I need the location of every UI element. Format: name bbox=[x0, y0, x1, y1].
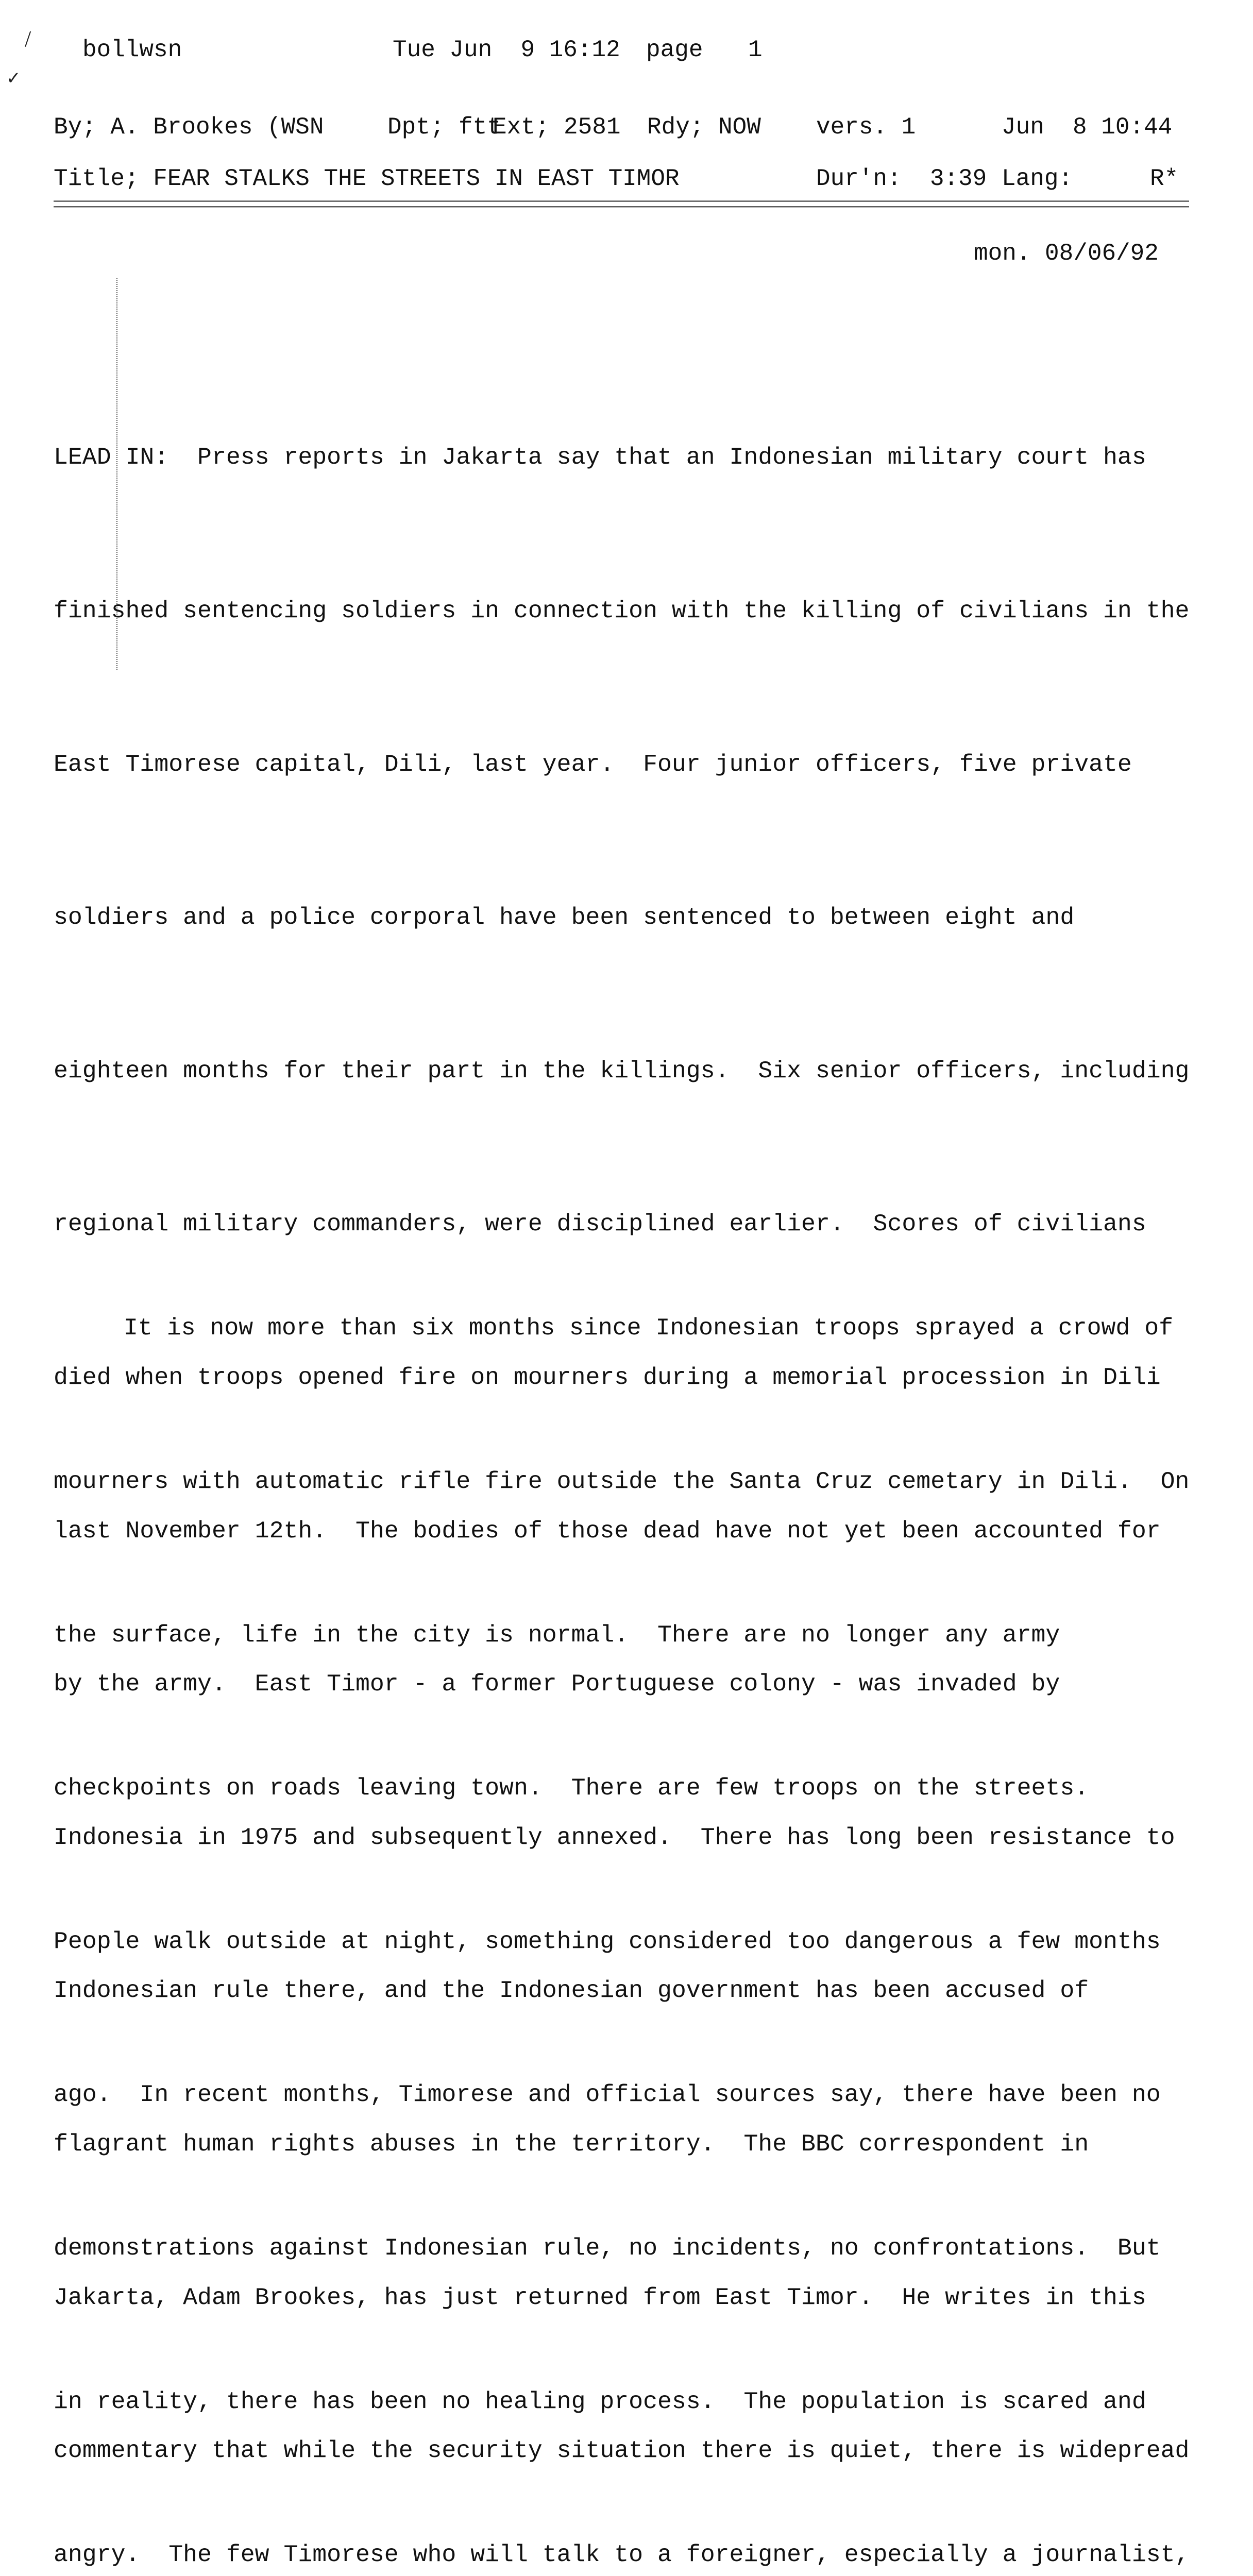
version: vers. 1 bbox=[816, 114, 916, 141]
lead-in-line: regional military commanders, were disciplined earlier. Scores of civilians bbox=[54, 1210, 1146, 1238]
extension: Ext; 2581 bbox=[493, 114, 621, 141]
page-label: page bbox=[646, 37, 703, 63]
header-rule-bottom bbox=[54, 206, 1189, 208]
body-line: angry. The few Timorese who will talk to a foreigner, especially a journalist, bbox=[54, 2541, 1190, 2569]
ready-status: Rdy; NOW bbox=[647, 114, 761, 141]
lead-in-line: East Timorese capital, Dili, last year. Four junior officers, five private bbox=[54, 750, 1132, 778]
handwritten-slash-mark: / bbox=[25, 26, 31, 52]
story-title: Title; FEAR STALKS THE STREETS IN EAST TIMOR bbox=[54, 165, 680, 192]
dateline: mon. 08/06/92 bbox=[974, 240, 1159, 267]
body-paragraph bbox=[54, 1200, 1197, 2576]
page-number: 1 bbox=[748, 37, 763, 63]
body-line: the surface, life in the city is normal. There are no longer any army bbox=[54, 1621, 1060, 1649]
lead-in-line: by the army. East Timor - a former Portuguese colony - was invaded by bbox=[54, 1670, 1060, 1698]
body-line: demonstrations against Indonesian rule, no incidents, no confrontations. But bbox=[54, 2234, 1161, 2262]
body-line: It is now more than six months since Indonesian troops sprayed a crowd of bbox=[124, 1314, 1174, 1342]
header-rule-top bbox=[54, 200, 1189, 202]
lead-in-line: last November 12th. The bodies of those dead have not yet been accounted for bbox=[54, 1517, 1161, 1545]
department: Dpt; ftt bbox=[387, 114, 501, 141]
lead-in-line: LEAD IN: Press reports in Jakarta say that an Indonesian military court has bbox=[54, 444, 1146, 471]
lead-in-line: Indonesia in 1975 and subsequently annexed. There has long been resistance to bbox=[54, 1823, 1175, 1851]
lead-in-line: Indonesian rule there, and the Indonesian government has been accused of bbox=[54, 1977, 1089, 2005]
slug: bollwsn bbox=[82, 37, 182, 63]
print-date: Tue Jun 9 16:12 bbox=[393, 37, 620, 63]
version-date: Jun 8 10:44 bbox=[1002, 114, 1173, 141]
byline: By; A. Brookes (WSN bbox=[54, 114, 324, 141]
r-star-flag: R* bbox=[1150, 165, 1179, 192]
lead-in-line: flagrant human rights abuses in the territory. The BBC correspondent in bbox=[54, 2130, 1089, 2158]
lead-in-line: soldiers and a police corporal have been sentenced to between eight and bbox=[54, 904, 1075, 931]
language-label: Lang: bbox=[1002, 165, 1073, 192]
lead-in-line: finished sentencing soldiers in connection with the killing of civilians in the bbox=[54, 597, 1190, 624]
body-line: in reality, there has been no healing process. The population is scared and bbox=[54, 2387, 1146, 2415]
body-line: mourners with automatic rifle fire outside the Santa Cruz cemetary in Dili. On bbox=[54, 1468, 1190, 1495]
duration: Dur'n: 3:39 bbox=[816, 165, 987, 192]
lead-in-line: died when troops opened fire on mourners during a memorial procession in Dili bbox=[54, 1363, 1161, 1391]
handwritten-tick-mark: ✓ bbox=[6, 69, 21, 88]
lead-in-line: Jakarta, Adam Brookes, has just returned from East Timor. He writes in this bbox=[54, 2283, 1146, 2311]
body-line: checkpoints on roads leaving town. There are few troops on the streets. bbox=[54, 1774, 1089, 1802]
lead-in-line: eighteen months for their part in the killings. Six senior officers, including bbox=[54, 1057, 1190, 1084]
body-line: People walk outside at night, something considered too dangerous a few months bbox=[54, 1927, 1161, 1955]
lead-in-line: commentary that while the security situation there is quiet, there is widepread bbox=[54, 2437, 1190, 2465]
body-line: ago. In recent months, Timorese and official sources say, there have been no bbox=[54, 2081, 1161, 2109]
